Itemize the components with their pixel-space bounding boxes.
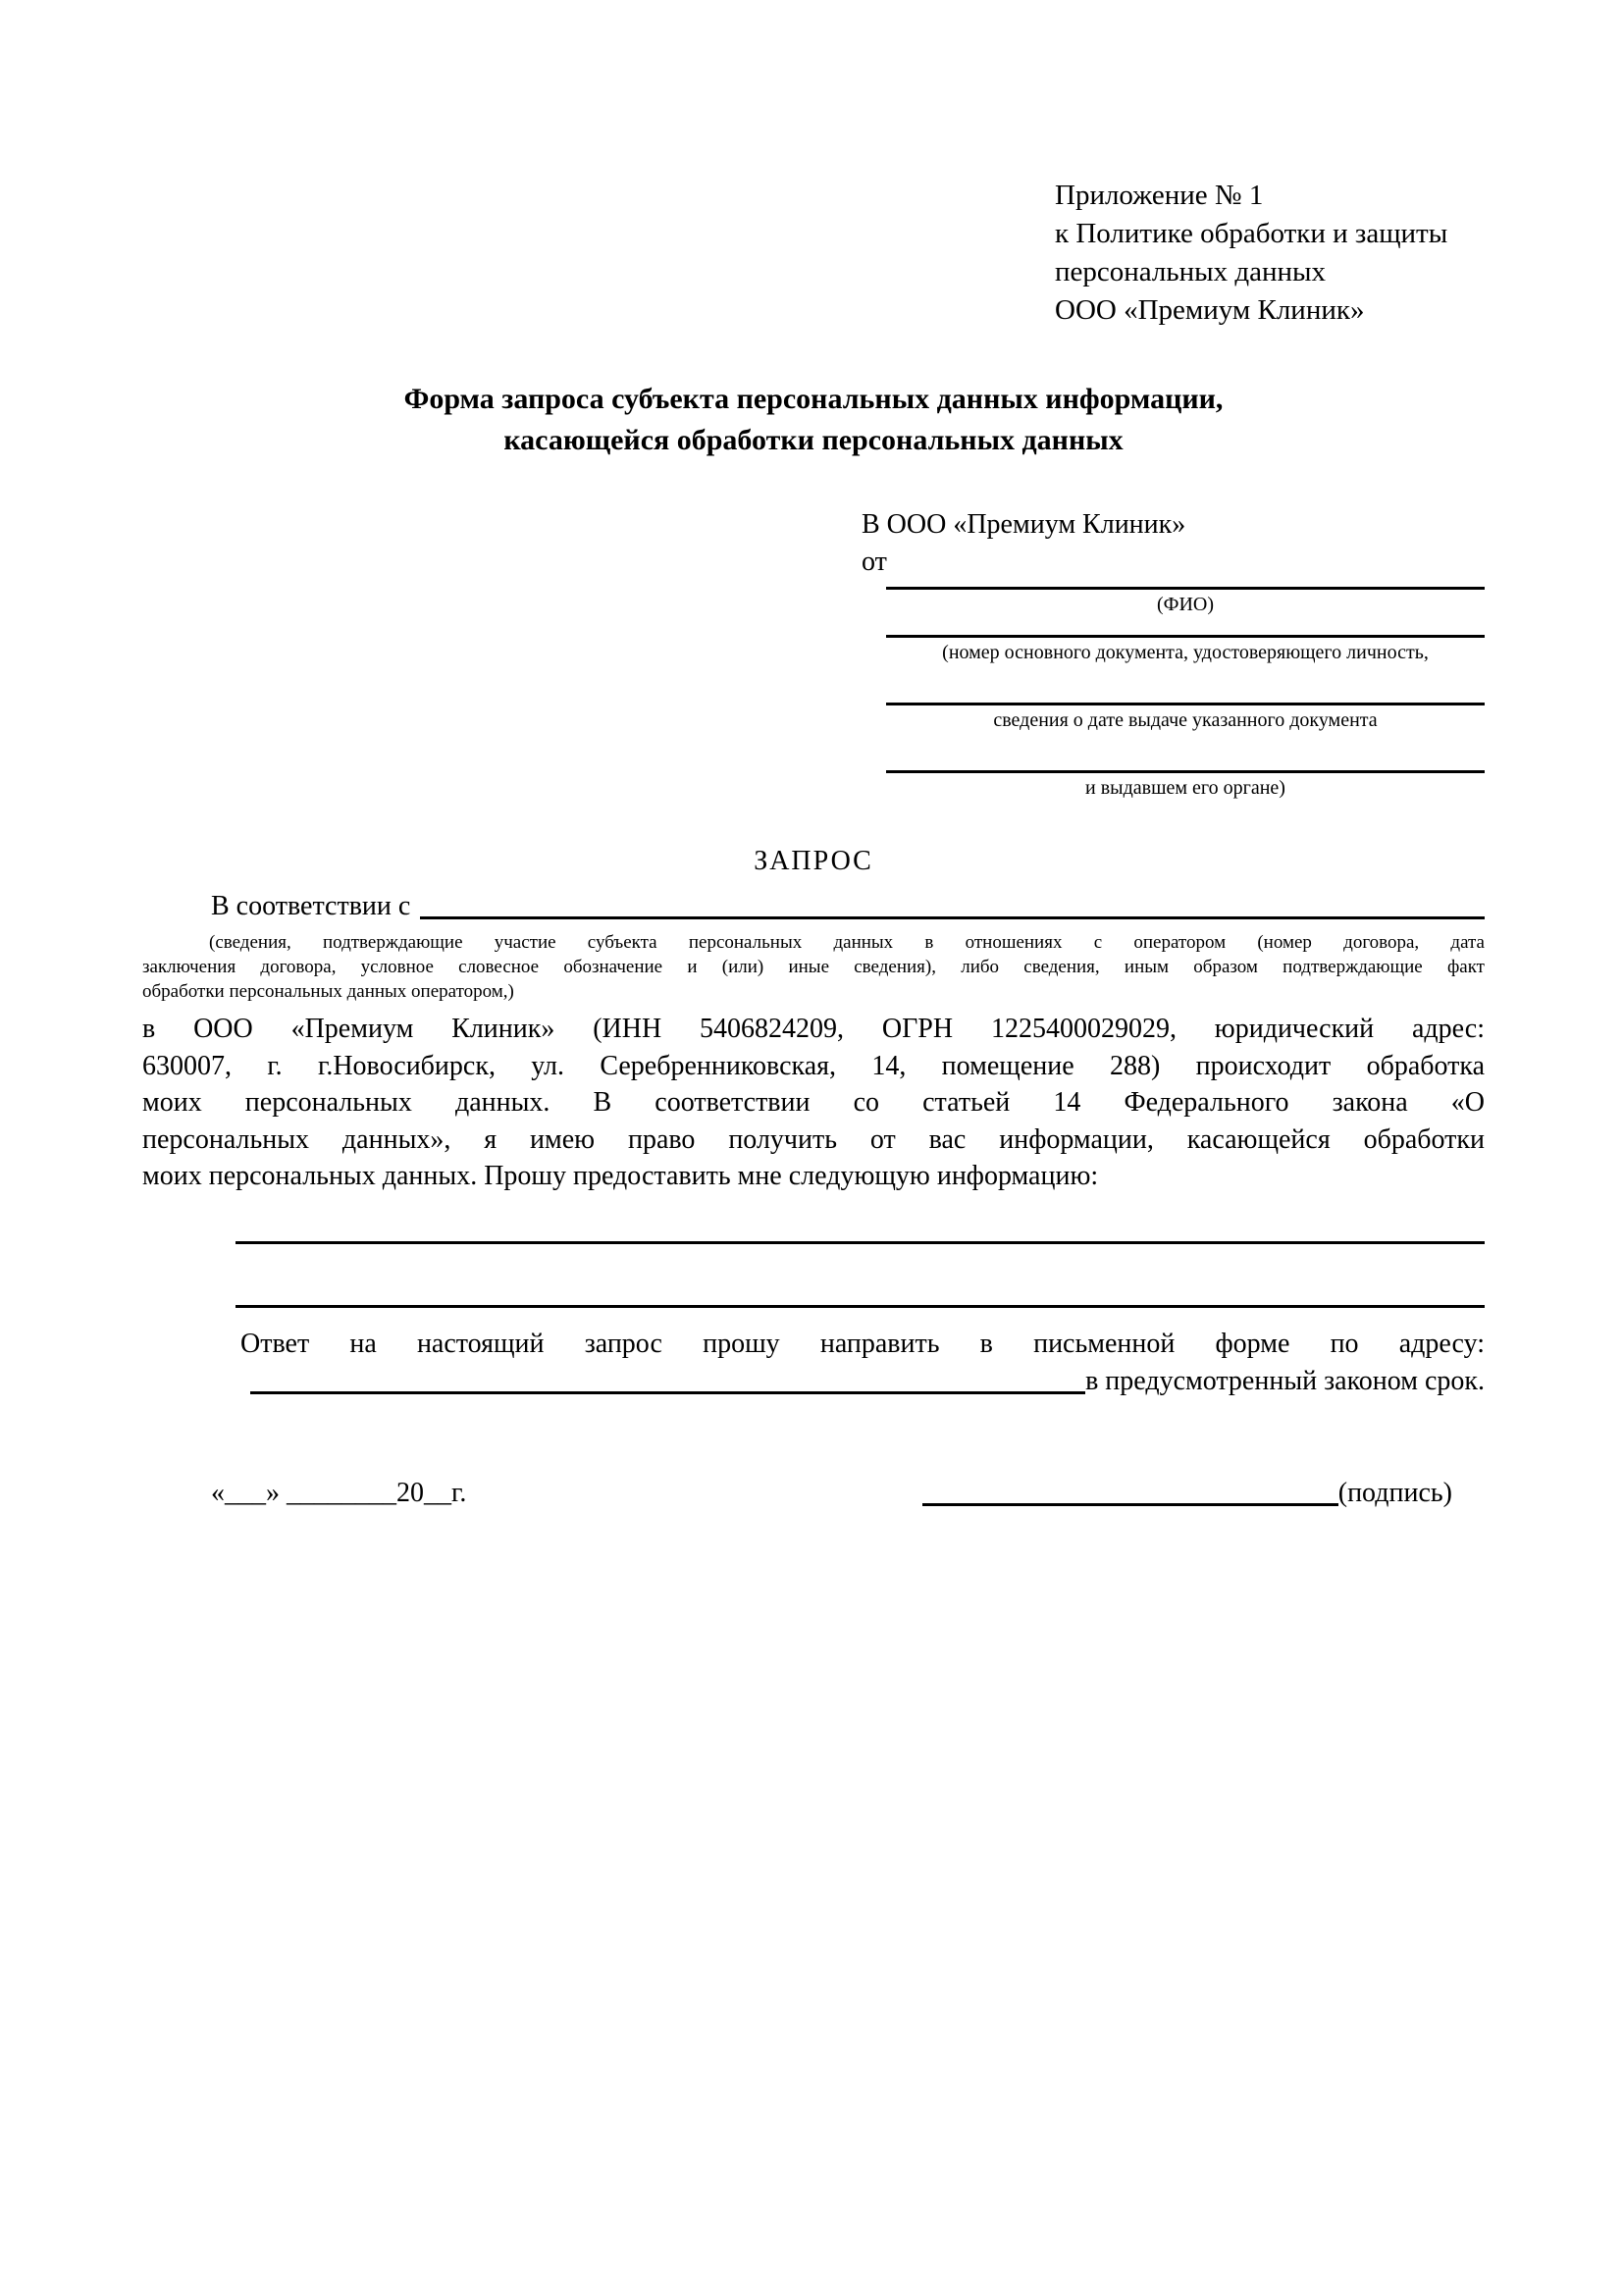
accordance-row — [142, 888, 1485, 925]
document-number-caption: (номер основного документа, удостоверяющего личность, — [942, 642, 1429, 663]
fio-field-caption: (ФИО) — [1156, 594, 1214, 615]
signature-group — [922, 1475, 1452, 1512]
issuing-authority-input-line[interactable] — [886, 732, 1485, 773]
issue-date-field — [862, 664, 1485, 732]
appendix-header-line: к Политике обработки и защиты — [1055, 218, 1448, 249]
fio-field — [862, 581, 1485, 616]
footnote-text — [142, 930, 1485, 1004]
accordance-input-line[interactable] — [420, 916, 1485, 919]
footnote-line: обработки персональных данных оператором,) — [142, 981, 514, 1002]
request-body — [142, 1011, 1485, 1195]
document-title — [142, 379, 1485, 461]
appendix-header-line: Приложение № 1 — [1055, 180, 1264, 211]
request-body-line: персональных данных», я имею право получить от вас информации, касающейся обработки — [142, 1123, 1485, 1155]
fio-input-line[interactable] — [886, 581, 1485, 590]
addressee-to: В ООО «Премиум Клиник» — [862, 509, 1186, 540]
appendix-header — [1055, 177, 1485, 330]
issue-date-input-line[interactable] — [886, 664, 1485, 705]
request-heading: ЗАПРОС — [754, 846, 873, 876]
date-blank-field[interactable]: «___» ________20__г. — [211, 1477, 467, 1508]
appendix-header-line: ООО «Премиум Клиник» — [1055, 294, 1365, 326]
address-input-line[interactable] — [250, 1391, 1085, 1394]
reply-instruction: Ответ на настоящий запрос прошу направить в письменной форме по адресу: — [240, 1328, 1485, 1359]
document-title-line: Форма запроса субъекта персональных данных информации, — [403, 383, 1224, 415]
request-body-line: моих персональных данных. Прошу предоставить мне следующую информацию: — [142, 1161, 1099, 1192]
request-body-line: моих персональных данных. В соответствии со статьей 14 Федерального закона «О — [142, 1087, 1485, 1119]
issue-date-caption: сведения о дате выдаче указанного документа — [993, 709, 1378, 731]
footnote-line: заключения договора, условное словесное обозначение и (или) иные сведения), либо сведения, иным образом подтверждающие факт — [142, 957, 1485, 977]
document-number-input-line[interactable] — [886, 616, 1485, 638]
reply-paragraph — [142, 1326, 1485, 1400]
requested-info-input-line[interactable] — [236, 1241, 1485, 1244]
addressee-block — [862, 506, 1485, 800]
footnote-line: (сведения, подтверждающие участие субъекта персональных данных в отношениях с оператором (номер договора, дата — [209, 932, 1485, 953]
issuing-authority-field — [862, 732, 1485, 800]
requested-info-input-line[interactable] — [236, 1305, 1485, 1308]
request-body-line: в ООО «Премиум Клиник» (ИНН 5406824209, ОГРН 1225400029029, юридический адрес: — [142, 1014, 1485, 1044]
signature-input-line[interactable] — [922, 1503, 1338, 1506]
document-title-line: касающейся обработки персональных данных — [503, 424, 1124, 456]
issuing-authority-caption: и выдавшем его органе) — [1085, 777, 1285, 799]
reply-suffix: в предусмотренный законом срок. — [1085, 1365, 1485, 1396]
signature-caption: (подпись) — [1337, 1477, 1452, 1508]
signature-footer — [142, 1475, 1485, 1512]
accordance-label: В соответствии с — [211, 891, 411, 921]
reply-address-row — [250, 1363, 1485, 1400]
addressee-from: от — [862, 547, 887, 577]
document-number-field — [862, 616, 1485, 664]
requested-info-blanks — [236, 1241, 1485, 1308]
request-body-line: 630007, г. г.Новосибирск, ул. Серебренниковская, 14, помещение 288) происходит обработка — [142, 1050, 1485, 1081]
appendix-header-line: персональных данных — [1055, 256, 1327, 287]
